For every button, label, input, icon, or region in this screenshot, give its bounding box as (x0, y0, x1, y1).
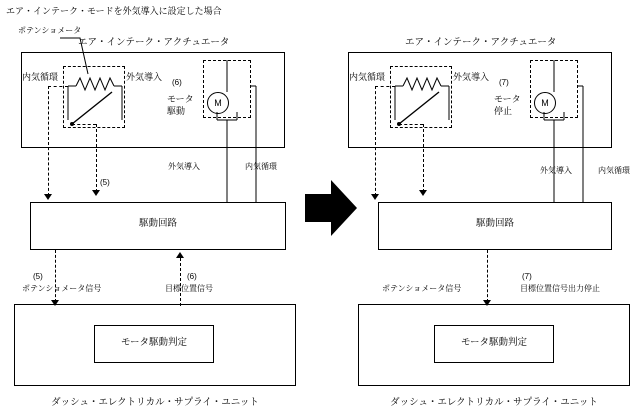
unit-title-left: ダッシュ・エレクトリカル・サプライ・ユニット (51, 397, 259, 408)
drive-circuit-label-right: 駆動回路 (475, 218, 514, 229)
fresh-label2-right: 外気導入 (540, 166, 572, 175)
flow-branch-2-right (399, 124, 423, 125)
actuator-title-left: エア・インテーク・アクチュエータ (78, 37, 230, 48)
target-signal-ref-left: (6) (187, 272, 197, 281)
potentiometer-label: ポテンショメータ (18, 26, 82, 35)
recirc-label2-right: 内気循環 (598, 166, 630, 175)
pot-signal-line-right (487, 250, 488, 302)
flow-arrow-2-right (419, 190, 427, 196)
flow-branch-1-right (375, 86, 395, 87)
recirc-label2-left: 内気循環 (245, 162, 277, 171)
motor-label2-right: 停止 (494, 106, 513, 116)
flow-branch-2-left (72, 124, 96, 125)
flow-arrow-1-left (44, 194, 52, 200)
fresh-label2-left: 外気導入 (168, 162, 200, 171)
flow-arrow-2-left (92, 190, 100, 196)
recirc-label-left: 内気循環 (22, 72, 59, 82)
flow-branch-1-left (48, 86, 68, 87)
judge-label-left: モータ駆動判定 (120, 337, 188, 348)
motor-label1-right: モータ (494, 94, 521, 104)
target-signal-label-right: 目標位置信号出力停止 (520, 284, 600, 293)
diagram-caption: エア・インテーク・モードを外気導入に設定した場合 (6, 6, 222, 16)
motor-symbol-right: M (534, 92, 556, 114)
judge-label-right: モータ駆動判定 (460, 337, 528, 348)
flow-line-1-right (375, 86, 376, 196)
drive-circuit-label-left: 駆動回路 (138, 218, 177, 229)
motor-wire-right (327, 0, 627, 210)
motor-ref-right: (7) (499, 78, 509, 87)
motor-label2-left: 駆動 (167, 106, 186, 116)
flow-arrow-1-right (371, 194, 379, 200)
actuator-title-right: エア・インテーク・アクチュエータ (405, 37, 557, 48)
target-signal-ref-right: (7) (522, 272, 532, 281)
flow-line-2-left (96, 124, 97, 192)
motor-symbol-left: M (207, 92, 229, 114)
motor-label1-left: モータ (167, 94, 194, 104)
target-signal-line-left (180, 258, 181, 306)
inner-ref-left: (5) (100, 178, 110, 187)
pot-signal-label-left: ポテンショメータ信号 (22, 284, 102, 293)
unit-title-right: ダッシュ・エレクトリカル・サプライ・ユニット (390, 397, 598, 408)
motor-ref-left: (6) (172, 78, 182, 87)
pot-signal-ref-left: (5) (33, 272, 43, 281)
pot-signal-label-right: ポテンショメータ信号 (382, 284, 462, 293)
pot-signal-line-left (55, 250, 56, 302)
target-signal-arrow-left (176, 252, 184, 258)
fresh-label-right: 外気導入 (453, 72, 490, 82)
fresh-label-left: 外気導入 (126, 72, 163, 82)
recirc-label-right: 内気循環 (349, 72, 386, 82)
target-signal-label-left: 目標位置信号 (165, 284, 213, 293)
flow-line-1-left (48, 86, 49, 196)
flow-line-2-right (423, 124, 424, 192)
